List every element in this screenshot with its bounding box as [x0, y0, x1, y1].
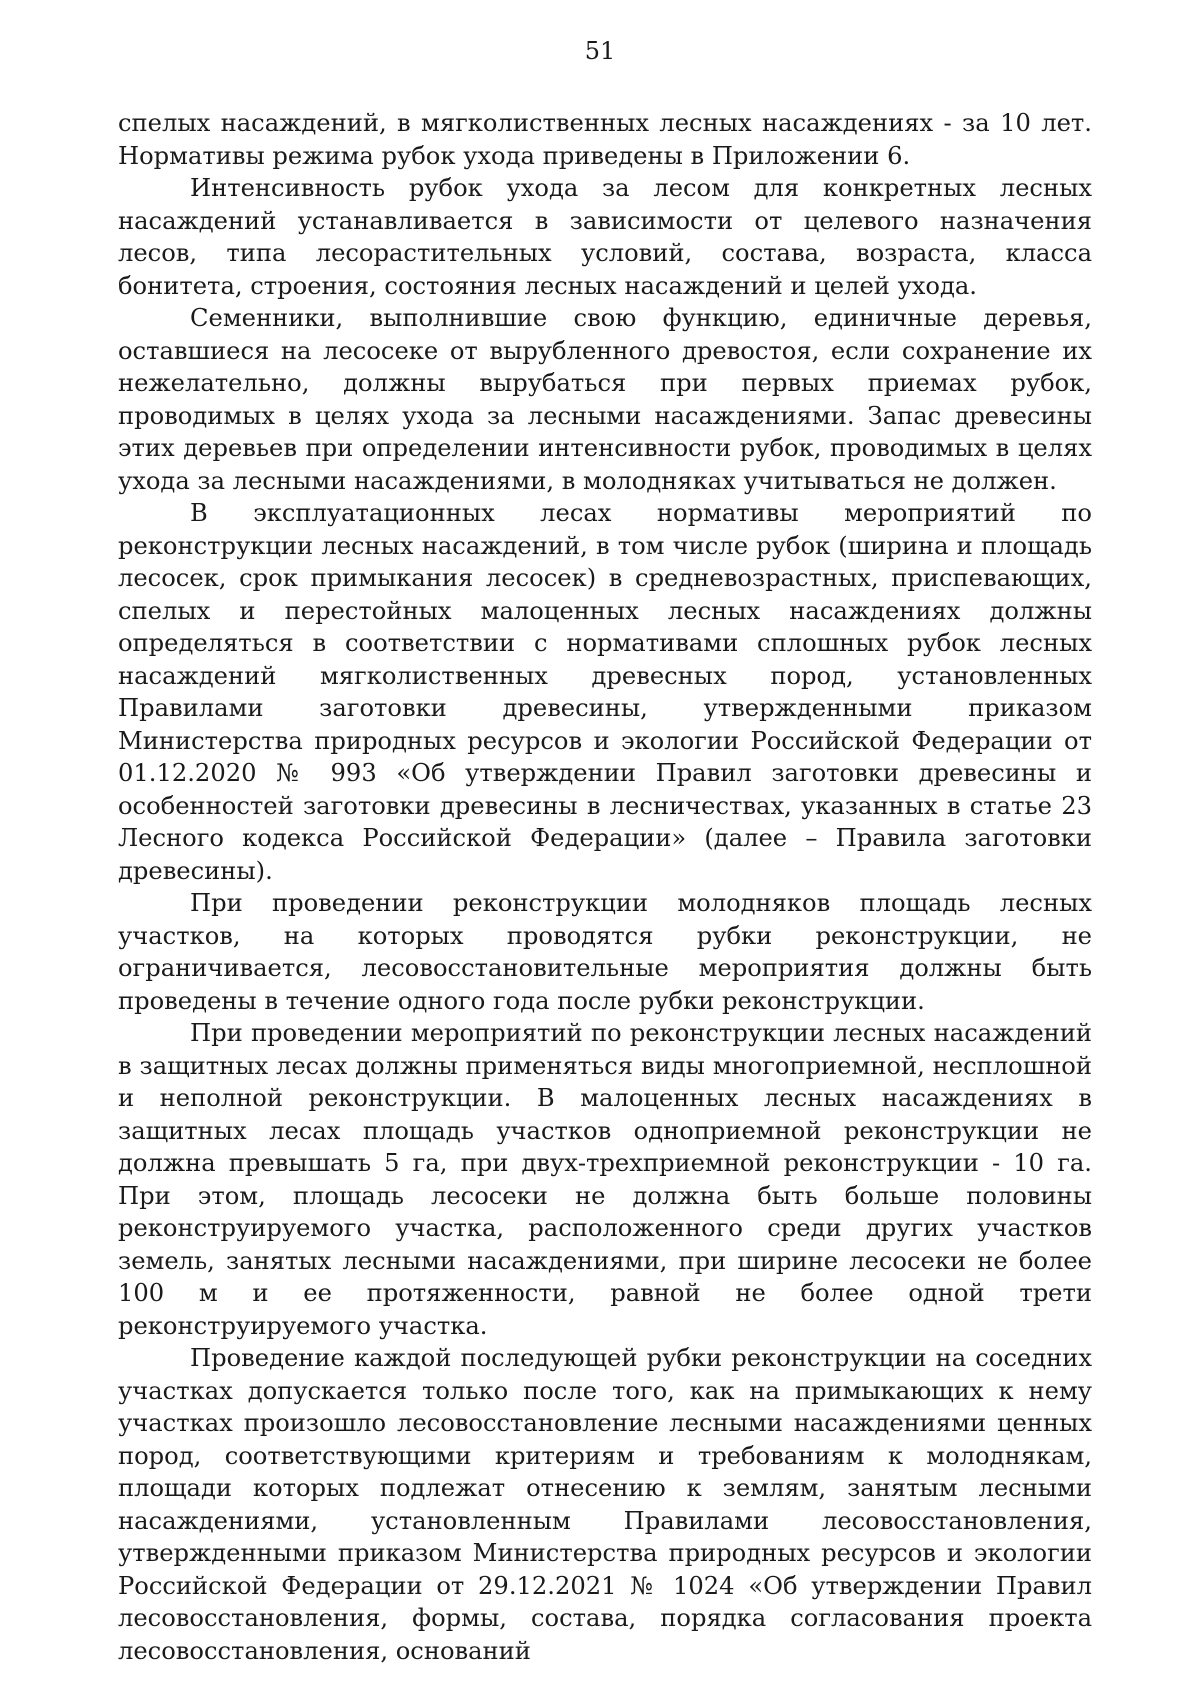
paragraph-2: Интенсивность рубок ухода за лесом для конкретных лесных насаждений устанавливается в зависимости от целевого назначения лесов, типа лесорастительных условий, состава, возраста, класса бонитета, строения, состояния лесных насаждений и целей ухода. — [118, 174, 1092, 300]
paragraph-6: При проведении мероприятий по реконструкции лесных насаждений в защитных лесах должны применяться виды многоприемной, несплошной и неполной реконструкции. В малоценных лесных насаждениях в защитных лесах площадь участков одноприемной реконструкции не должна превышать 5 га, при двух-трехприемной реконструкции - 10 га. При этом, площадь лесосеки не должна быть больше половины реконструируемого участка, расположенного среди других участков земель, занятых лесными насаждениями, при ширине лесосеки не более 100 м и ее протяженности, равной не более одной трети реконструируемого участка. — [118, 1019, 1092, 1340]
paragraph-1: спелых насаждений, в мягколиственных лесных насаждениях - за 10 лет. Нормативы режима рубок ухода приведены в Приложении 6. — [118, 109, 1092, 170]
paragraph-7: Проведение каждой последующей рубки реконструкции на соседних участках допускается только после того, как на примыкающих к нему участках произошло лесовосстановление лесными насаждениями ценных пород, соответствующими критериям и требованиям к молоднякам, площади которых подлежат отнесению к землям, занятым лесными насаждениями, установленным Правилами лесовосстановления, утвержденными приказом Министерства природных ресурсов и экологии Российской Федерации от 29.12.2021 № 1024 «Об утверждении Правил лесовосстановления, формы, состава, порядка согласования проекта лесовосстановления, оснований — [118, 1344, 1092, 1665]
paragraph-3: Семенники, выполнившие свою функцию, единичные деревья, оставшиеся на лесосеке от вырубленного древостоя, если сохранение их нежелательно, должны вырубаться при первых приемах рубок, проводимых в целях ухода за лесными насаждениями. Запас древесины этих деревьев при определении интенсивности рубок, проводимых в целях ухода за лесными насаждениями, в молодняках учитываться не должен. — [118, 304, 1092, 495]
body-text — [118, 107, 1092, 1667]
paragraph-4: В эксплуатационных лесах нормативы мероприятий по реконструкции лесных насаждений, в том числе рубок (ширина и площадь лесосек, срок примыкания лесосек) в средневозрастных, приспевающих, спелых и перестойных малоценных лесных насаждениях должны определяться в соответствии с нормативами сплошных рубок лесных насаждений мягколиственных древесных пород, установленных Правилами заготовки древесины, утвержденными приказом Министерства природных ресурсов и экологии Российской Федерации от 01.12.2020 № 993 «Об утверждении Правил заготовки древесины и особенностей заготовки древесины в лесничествах, указанных в статье 23 Лесного кодекса Российской Федерации» (далее – Правила заготовки древесины). — [118, 499, 1092, 885]
page-number: 51 — [584, 37, 616, 65]
paragraph-5: При проведении реконструкции молодняков площадь лесных участков, на которых проводятся рубки реконструкции, не ограничивается, лесовосстановительные мероприятия должны быть проведены в течение одного года после рубки реконструкции. — [118, 889, 1092, 1015]
